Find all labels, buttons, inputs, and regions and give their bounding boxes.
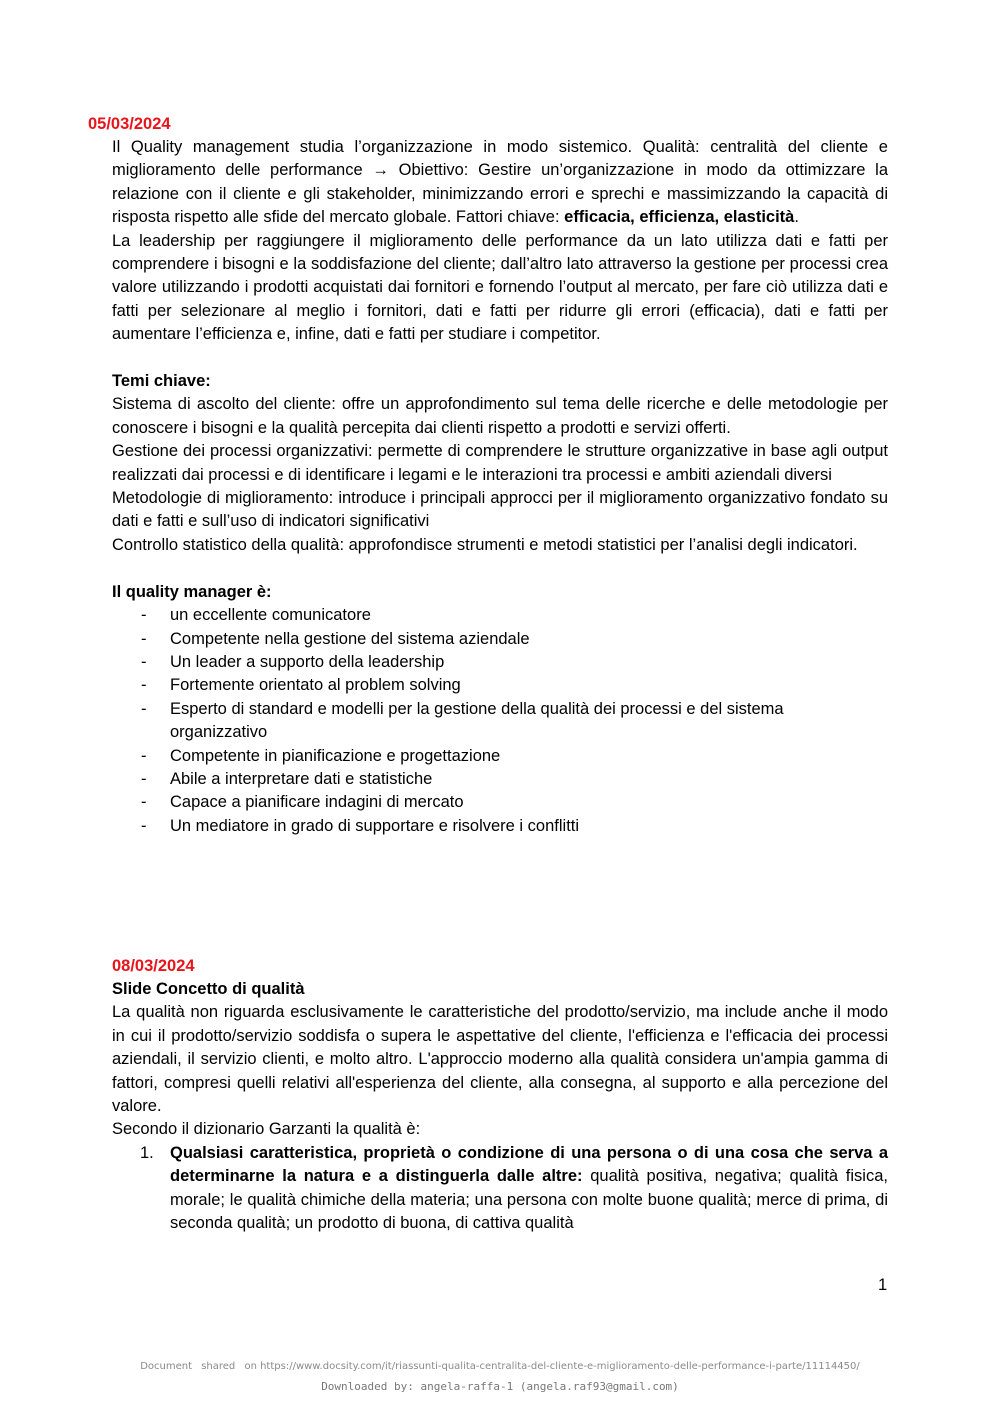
quality-manager-heading: Il quality manager è:	[112, 582, 272, 601]
page-number: 1	[878, 1276, 888, 1294]
list-item: 1. Qualsiasi caratteristica, proprietà o condizione di una persona o di una cosa che serva a determinarne la natura e a distinguerla dalle altre: qualità positiva, negativa; qualità fisica, morale; le qualità chimiche della materia; una persona con molte buone qualità; merce di prima, di seconda qualità; un prodotto di buona, di cattiva qualità	[140, 1143, 888, 1233]
garzanti-paragraph: Secondo il dizionario Garzanti la qualità è:	[112, 1120, 421, 1139]
list-item: - Abile a interpretare dati e statistiche	[141, 769, 433, 788]
theme-paragraph: Metodologie di miglioramento: introduce i principali approcci per il miglioramento organizzativo fondato su dati e fatti e sull’uso di indicatori significativi	[112, 489, 888, 531]
quality-paragraph: La qualità non riguarda esclusivamente le caratteristiche del prodotto/servizio, ma include anche il modo in cui il prodotto/servizio soddisfa o supera le aspettative del cliente, l'efficienza e l'efficacia dei processi aziendali, il servizio clienti, e molto altro. L'approccio moderno alla qualità considera un'ampia gamma di fattori, compresi quelli relativi all'esperienza del cliente, alla consegna, al supporto e alla percezione del valore.	[112, 1003, 888, 1116]
theme-paragraph: Controllo statistico della qualità: approfondisce strumenti e metodi statistici per l’analisi degli indicatori.	[112, 535, 858, 554]
list-item: - Un mediatore in grado di supportare e risolvere i conflitti	[141, 816, 580, 835]
footer-url[interactable]: https://www.docsity.com/it/riassunti-qualita-centralita-del-cliente-e-miglioramento-delle-performance-i-parte/11114450/	[260, 1361, 860, 1372]
section-date: 08/03/2024	[112, 957, 195, 975]
theme-paragraph: Sistema di ascolto del cliente: offre un approfondimento sul tema delle ricerche e delle metodologie per conoscere i bisogni e la qualità percepita dai clienti rispetto a prodotti e servizi offerti.	[112, 395, 888, 437]
section-body	[112, 978, 888, 1235]
list-item: - Esperto di standard e modelli per la gestione della qualità dei processi e del sistema organizzativo	[141, 699, 784, 742]
themes-heading: Temi chiave:	[112, 372, 211, 391]
leadership-paragraph: La leadership per raggiungere il miglioramento delle performance da un lato utilizza dati e fatti per comprendere i bisogni e la soddisfazione del cliente; dall’altro lato attraverso la gestione per processi crea valore utilizzando i prodotti acquistati dai fornitori e fornendo l’output al mercato, per fare ciò utilizza dati e fatti per selezionare al meglio i fornitori, dati e fatti per ridurre gli errori (efficacia), dati e fatti per aumentare l’efficienza e, infine, dati e fatti per studiare i competitor.	[112, 231, 888, 344]
section-date: 05/03/2024	[88, 115, 171, 133]
footer-shared-note: Document shared on https://www.docsity.com/it/riassunti-qualita-centralita-del-cliente-e-miglioramento-delle-performance-i-parte/11114450/	[140, 1361, 860, 1372]
list-item: - un eccellente comunicatore	[141, 606, 371, 625]
list-item: - Un leader a supporto della leadership	[141, 652, 445, 671]
definitions-list	[112, 1142, 888, 1236]
footer-downloaded-by: Downloaded by: angela-raffa-1 (angela.raf93@gmail.com)	[321, 1380, 679, 1393]
slide-heading: Slide Concetto di qualità	[112, 980, 305, 998]
theme-paragraph: Gestione dei processi organizzativi: permette di comprendere le strutture organizzative in base agli output realizzati dai processi e di identificare i legami e le interazioni tra processi e ambiti aziendali diversi	[112, 442, 888, 484]
list-item: - Fortemente orientato al problem solving	[141, 676, 461, 695]
section-body	[112, 136, 888, 838]
key-factors: efficacia, efficienza, elasticità	[564, 208, 795, 227]
quality-manager-list	[112, 604, 888, 838]
list-item: - Competente nella gestione del sistema aziendale	[141, 629, 530, 648]
intro-paragraph: Il Quality management studia l’organizzazione in modo sistemico. Qualità: centralità del cliente e miglioramento delle performance → Obiettivo: Gestire un’organizzazione in modo da ottimizzare la relazione con il cliente e gli stakeholder, minimizzando errori e sprechi e massimizzando la capacità di risposta rispetto alle sfide del mercato globale. Fattori chiave: efficacia, efficienza, elasticità.	[112, 138, 888, 227]
list-item: - Competente in pianificazione e progettazione	[141, 746, 501, 765]
list-item: - Capace a pianificare indagini di mercato	[141, 793, 464, 812]
